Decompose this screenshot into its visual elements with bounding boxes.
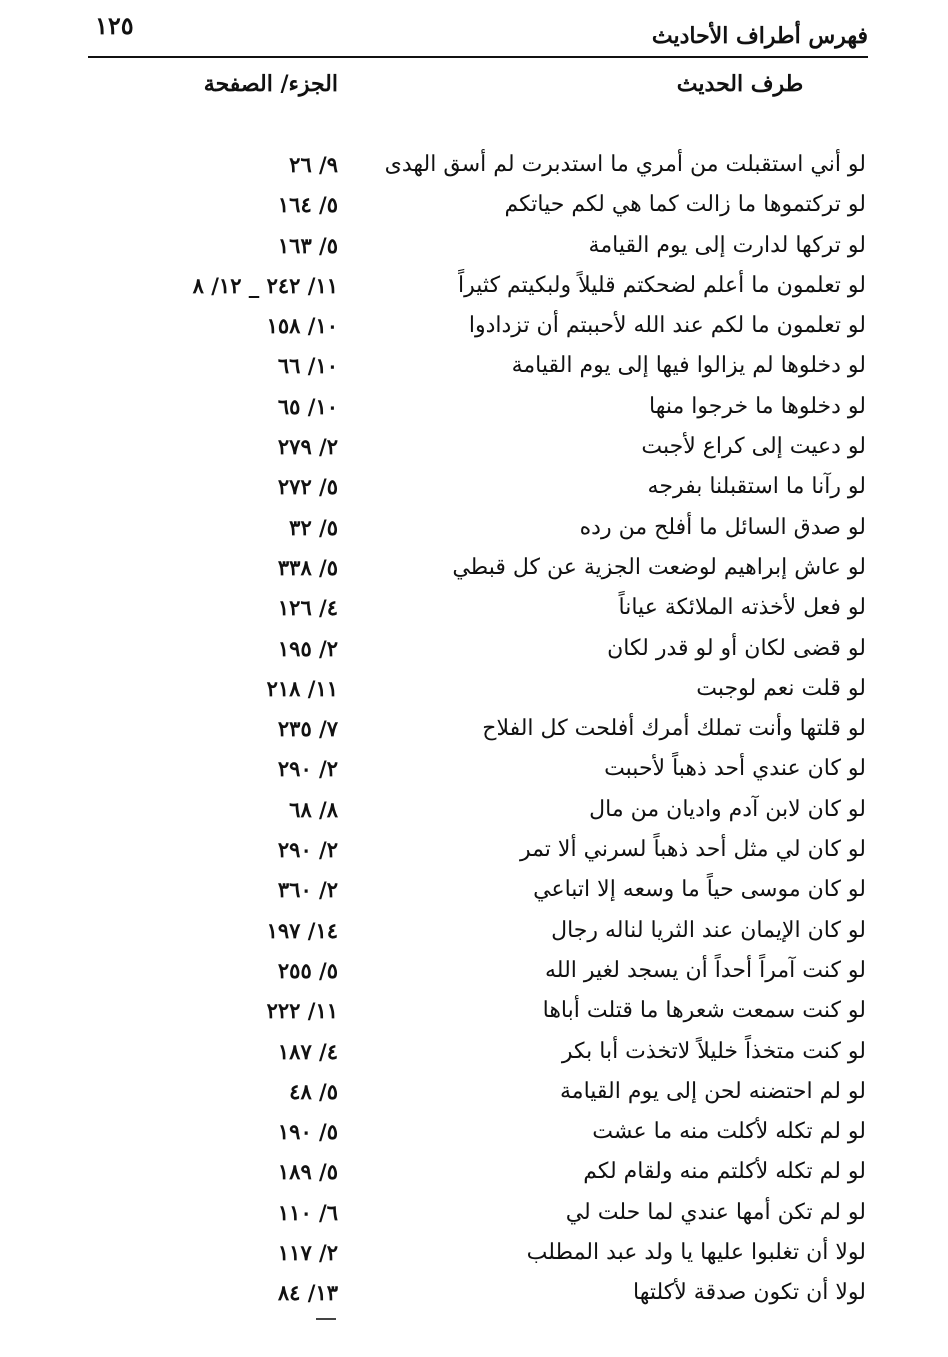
hadith-text: لو تعلمون ما أعلم لضحكتم قليلاً ولبكيتم كثيراً [458,272,866,298]
hadith-text: لو تركها لدارت إلى يوم القيامة [588,232,866,258]
volume-page-ref: ٩/ ٢٦ [289,152,338,177]
list-item [0,146,948,186]
volume-page-ref: ١٣/ ٨٤ [277,1280,338,1306]
hadith-text: لو كان عندي أحد ذهباً لأحببت [604,756,866,782]
hadith-text: لو فعل لأخذته الملائكة عياناً [618,595,866,621]
hadith-text: لو أني استقبلت من أمري ما استدبرت لم أسق الهدى [384,152,866,177]
volume-page-ref: ٢/ ٣٦٠ [277,877,338,903]
list-item [0,670,948,710]
hadith-text: لو لم احتضنه لحن إلى يوم القيامة [559,1078,866,1104]
volume-page-ref: ٢/ ٢٩٠ [277,837,338,863]
volume-page-ref: ٤/ ١٨٧ [277,1038,338,1064]
volume-page-ref: ١٠/ ٦٦ [277,353,338,379]
volume-page-ref: ٥/ ٤٨ [289,1078,338,1104]
hadith-text: لو كان موسى حياً ما وسعه إلا اتباعي [533,877,866,903]
hadith-text: لو قلتها وأنت تملك أمرك أفلحت كل الفلاح [482,716,866,742]
column-header-reference: الجزء/ الصفحة [203,71,338,97]
volume-page-ref: ٢/ ١٩٥ [277,635,338,661]
list-item [0,509,948,549]
volume-page-ref: ٥/ ٢٥٥ [277,957,338,983]
list-item [0,952,948,992]
hadith-text: لو كنت متخذاً خليلاً لاتخذت أبا بكر [561,1038,866,1064]
list-item [0,388,948,428]
list-item [0,750,948,790]
list-item [0,227,948,267]
list-item [0,630,948,670]
volume-page-ref: ٢/ ٢٧٩ [277,434,338,460]
list-item [0,589,948,629]
volume-page-ref: ٧/ ٢٣٥ [277,716,338,742]
volume-page-ref: ١١/ ٢٢٢ [266,998,338,1024]
volume-page-ref: ٨/ ٦٨ [289,796,338,822]
list-item [0,1194,948,1234]
column-header-hadith: طرف الحديث [676,71,804,97]
hadith-text: لو دعيت إلى كراع لأجبت [641,434,866,460]
list-item [0,307,948,347]
list-item [0,1033,948,1073]
hadith-text: لو تركتموها ما زالت كما هي لكم حياتكم [504,192,866,218]
hadith-text: لولا أن تكون صدقة لأكلتها [633,1280,866,1306]
volume-page-ref: ١١/ ٢٤٢ _ ١٢/ ٨ [192,272,338,298]
volume-page-ref: ٥/ ١٦٤ [277,192,338,218]
volume-page-ref: ١٤/ ١٩٧ [266,917,338,943]
hadith-text: لو كنت سمعت شعرها ما قتلت أباها [542,998,866,1024]
hadith-text: لولا أن تغلبوا عليها يا ولد عبد المطلب [526,1240,866,1266]
list-item [0,1073,948,1113]
list-item [0,992,948,1032]
hadith-text: لو لم تكله لأكلت منه ما عشت [592,1119,866,1145]
hadith-text: لو رآنا ما استقبلنا بفرجه [647,474,866,500]
list-item [0,347,948,387]
hadith-text: لو لم تكله لأكلتم منه ولقام لكم [583,1159,866,1185]
volume-page-ref: ٥/ ٣٣٨ [277,554,338,580]
hadith-text: لو صدق السائل ما أفلح من رده [579,514,866,540]
volume-page-ref: ١٠/ ١٥٨ [266,313,338,339]
list-item [0,710,948,750]
volume-page-ref: ١١/ ٢١٨ [266,675,338,701]
hadith-text: لو دخلوها ما خرجوا منها [649,393,866,419]
volume-page-ref: ٥/ ٣٢ [289,514,338,540]
volume-page-ref: ٤/ ١٢٦ [277,595,338,621]
hadith-text: لو قضى لكان أو لو قدر لكان [607,635,866,661]
list-item [0,791,948,831]
volume-page-ref: ٥/ ٢٧٢ [277,474,338,500]
list-item [0,831,948,871]
page-number: ١٢٥ [95,11,134,40]
list-item [0,428,948,468]
volume-page-ref: ٥/ ١٩٠ [277,1119,338,1145]
list-item [0,468,948,508]
list-item [0,1234,948,1274]
hadith-text: لو كان الإيمان عند الثريا لناله رجال [551,917,866,943]
hadith-text: لو كنت آمراً أحداً أن يسجد لغير الله [544,957,866,983]
list-item [0,1153,948,1193]
volume-page-ref: ٢/ ٢٩٠ [277,756,338,782]
volume-page-ref: ٥/ ١٦٣ [277,232,338,258]
list-item [0,186,948,226]
hadith-text: لو دخلوها لم يزالوا فيها إلى يوم القيامة [511,353,866,379]
list-item [0,267,948,307]
footer-mark [316,1318,336,1320]
hadith-text: لو عاش إبراهيم لوضعت الجزية عن كل قبطي [452,554,866,580]
volume-page-ref: ٢/ ١١٧ [277,1240,338,1266]
volume-page-ref: ٦/ ١١٠ [277,1199,338,1225]
list-item [0,549,948,589]
hadith-text: لو كان لابن آدم واديان من مال [589,796,866,822]
volume-page-ref: ٥/ ١٨٩ [277,1159,338,1185]
hadith-text: لو تعلمون ما لكم عند الله لأحببتم أن تزدادوا [468,313,866,339]
header-rule [88,56,868,58]
volume-page-ref: ١٠/ ٦٥ [277,393,338,419]
list-item [0,871,948,911]
hadith-text: لو لم تكن أمها عندي لما حلت لي [565,1199,866,1225]
list-item [0,1274,948,1314]
hadith-text: لو كان لي مثل أحد ذهباً لسرني ألا تمر [519,837,866,863]
list-item [0,912,948,952]
hadith-text: لو قلت نعم لوجبت [696,675,866,701]
hadith-index-list [0,146,948,1315]
running-header: فهرس أطراف الأحاديث [651,23,868,49]
list-item [0,1113,948,1153]
